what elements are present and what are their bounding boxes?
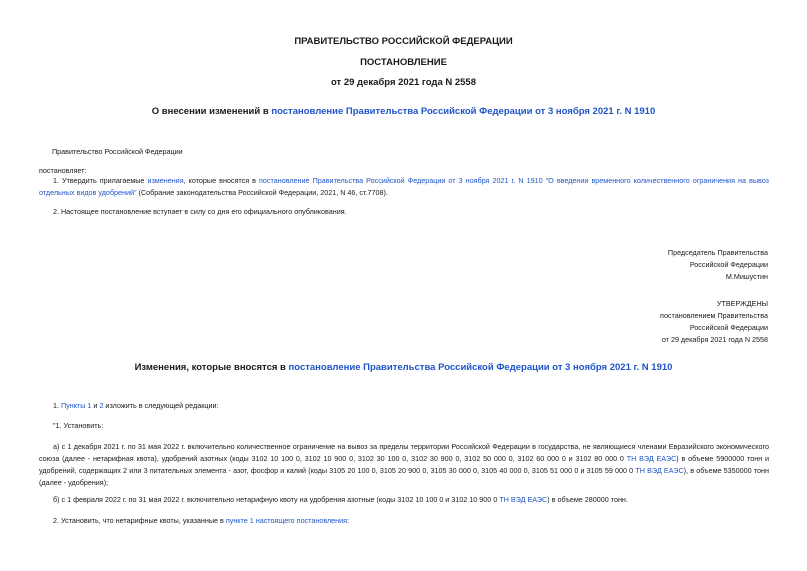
subitem-a-text-2: ) в объеме 5900000 тонн и удобрений, содержащих 2 или 3 питательных элемента - азот, фосфор и калий (коды 3105 20 100 0, 3105 20 900 0, 3105 30 000 0, 3105 40 000 0, 3105 51 000 0 и 3105 59 000 0 bbox=[39, 454, 769, 475]
decides-line: постановляет: bbox=[39, 166, 87, 175]
subitem-a-text-3: ), в объеме 5350000 тонн (далее - удобрения); bbox=[39, 466, 769, 487]
point-2-link[interactable]: 2 bbox=[99, 401, 104, 410]
point-1-resolution-link[interactable]: пункте 1 настоящего постановления bbox=[225, 516, 348, 525]
resolution-1910-link[interactable]: постановление Правительства Российской Федерации от 3 ноября 2021 г. N 1910 "О введении временного количественного ограничения на вывоз bbox=[259, 176, 769, 185]
signature-position: Председатель Правительства bbox=[667, 248, 768, 257]
changes-item-1-conj: и bbox=[91, 401, 100, 410]
point-1-link[interactable]: Пункты 1 bbox=[61, 401, 92, 410]
subitem-b-text-1: б) с 1 февраля 2022 г. по 31 мая 2022 г. включительно нетарифную квоту на удобрения азотные (коды 3102 10 100 0 и 3102 10 900 0 bbox=[53, 495, 500, 504]
approved-by: постановлением Правительства bbox=[660, 311, 768, 320]
tn-ved-link-2[interactable]: ТН ВЭД ЕАЭС bbox=[635, 466, 684, 475]
approved-date: от 29 декабря 2021 года N 2558 bbox=[661, 335, 768, 344]
changes-item-1 bbox=[53, 400, 219, 412]
subitem-b-text-2: ) в объеме 280000 тонн. bbox=[547, 495, 628, 504]
item-1-paragraph bbox=[39, 175, 769, 199]
changes-item-2-text: 2. Установить, что нетарифные квоты, указанные в bbox=[53, 516, 226, 525]
changes-item-2-colon: : bbox=[347, 516, 350, 525]
signature-organization: Российской Федерации bbox=[689, 260, 768, 269]
tn-ved-link-3[interactable]: ТН ВЭД ЕАЭС bbox=[499, 495, 548, 504]
changes-title-prefix: Изменения, которые вносятся в bbox=[134, 362, 289, 373]
approved-label: УТВЕРЖДЕНЫ bbox=[716, 299, 768, 308]
government-line: Правительство Российской Федерации bbox=[52, 147, 183, 156]
item-1-text-a: 1. Утвердить прилагаемые bbox=[53, 176, 148, 185]
subitem-a-paragraph bbox=[39, 441, 769, 489]
changes-item-2 bbox=[53, 515, 349, 527]
item-1-text-b: , которые вносятся в bbox=[183, 176, 260, 185]
subitem-a-text-1: а) с 1 декабря 2021 г. по 31 мая 2022 г. включительно количественное ограничение на вывоз за пределы территории Российской Федерации в государства, не являющиеся членами Евразийского экономического союза (далее - нетарифная квота), удобрений азотных (коды 3102 10 100 0, 3102 10 900 0, 3102 30 100 0, 3102 30 900 0, 3102 50 000 0, 3102 60 000 0 и 3102 80 000 0 bbox=[39, 442, 769, 463]
signature-block bbox=[668, 247, 768, 283]
item-2-paragraph: 2. Настоящее постановление вступает в силу со дня его официального опубликования. bbox=[53, 207, 347, 216]
tn-ved-link-1[interactable]: ТН ВЭД ЕАЭС bbox=[626, 454, 677, 463]
document-title bbox=[0, 106, 807, 117]
changes-item-1-text: изложить в следующей редакции: bbox=[103, 401, 219, 410]
approved-organization: Российской Федерации bbox=[689, 323, 768, 332]
document-title-prefix: О внесении изменений в bbox=[151, 106, 272, 117]
title-link-resolution-1910[interactable]: постановление Правительства Российской Федерации от 3 ноября 2021 г. N 1910 bbox=[271, 106, 656, 117]
government-heading: ПРАВИТЕЛЬСТВО РОССИЙСКОЙ ФЕДЕРАЦИИ bbox=[294, 36, 513, 47]
changes-item-1-number: 1. bbox=[53, 401, 61, 410]
subitem-b-paragraph bbox=[53, 494, 628, 506]
quote-start: "1. Установить: bbox=[53, 421, 104, 430]
approved-block bbox=[660, 298, 768, 346]
resolution-1910-link-continued[interactable]: отдельных видов удобрений" bbox=[39, 188, 137, 197]
signature-name: М.Мишустин bbox=[725, 272, 768, 281]
changes-link[interactable]: изменения bbox=[147, 176, 184, 185]
document-type-heading: ПОСТАНОВЛЕНИЕ bbox=[360, 57, 447, 68]
changes-title bbox=[0, 362, 807, 373]
item-1-text-c: (Собрание законодательства Российской Федерации, 2021, N 46, ст.7708). bbox=[136, 188, 388, 197]
changes-title-link[interactable]: постановление Правительства Российской Федерации от 3 ноября 2021 г. N 1910 bbox=[288, 362, 673, 373]
document-date-line: от 29 декабря 2021 года N 2558 bbox=[330, 77, 476, 88]
